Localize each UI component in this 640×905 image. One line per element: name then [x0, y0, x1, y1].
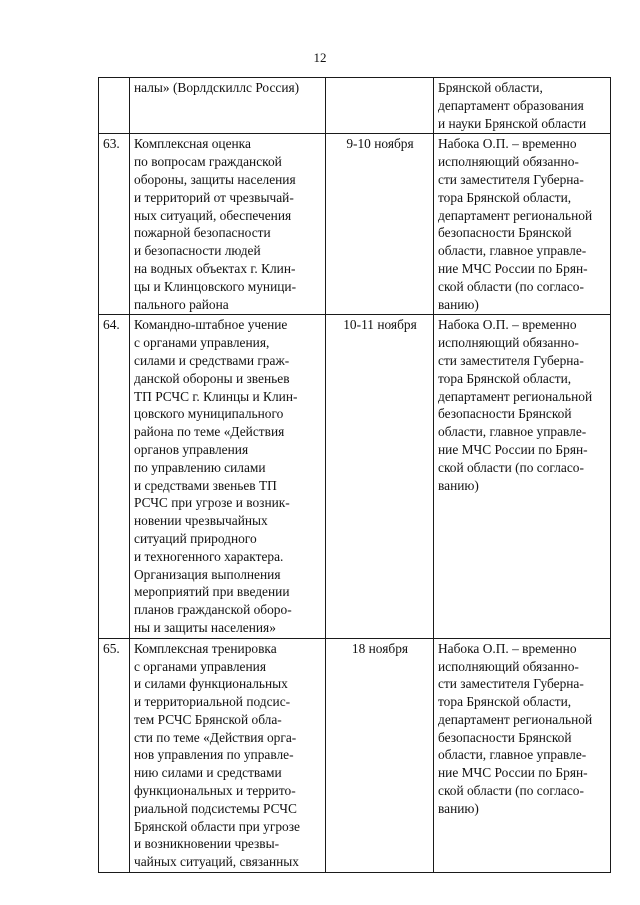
responsible-text-line: тора Брянской области, — [438, 370, 572, 386]
responsible-text-line: безопасности Брянской — [438, 729, 572, 745]
responsible-text-line: департамент региональной — [438, 388, 593, 404]
event-text-line: органов управления — [134, 441, 249, 457]
event-text-line: района по теме «Действия — [134, 424, 285, 440]
event-date: 18 ноября — [326, 638, 434, 872]
responsible-text-line: тора Брянской области, — [438, 189, 572, 205]
responsible-text-line: области, главное управле- — [438, 424, 587, 440]
responsible-text-line: Брянской области, — [438, 80, 543, 95]
event-text-line: РСЧС при угрозе и возник- — [134, 495, 290, 511]
responsible-text-line: исполняющий обязанно- — [438, 154, 579, 170]
responsible-text-line: и науки Брянской области — [438, 115, 587, 131]
event-text-line: Комплексная тренировка — [134, 640, 277, 656]
responsible-text-line: сти заместителя Губерна- — [438, 676, 584, 692]
event-date — [326, 78, 434, 134]
responsible-text-line: Набока О.П. – временно — [438, 317, 577, 333]
event-text-line: и техногенного характера. — [134, 548, 284, 564]
table-row — [99, 638, 611, 872]
responsible-text-line: департамент региональной — [438, 207, 593, 223]
event-text-line: мероприятий при введении — [134, 584, 290, 600]
responsible-text-line: ние МЧС России по Брян- — [438, 765, 588, 781]
responsible-text-line: Набока О.П. – временно — [438, 136, 577, 152]
item-number — [99, 78, 130, 134]
event-text-line: чайных ситуаций, связанных — [134, 854, 299, 870]
responsible-text-line: безопасности Брянской — [438, 225, 572, 241]
event-text-line: ны и защиты населения» — [134, 619, 276, 635]
event-text-line: цовского муниципального — [134, 406, 284, 422]
event-text-line: нию силами и средствами — [134, 765, 282, 781]
event-text-line: с органами управления, — [134, 335, 270, 351]
item-number: 64. — [99, 315, 130, 638]
event-description — [130, 638, 326, 872]
responsible-text-line: исполняющий обязанно- — [438, 335, 579, 351]
responsible-text-line: области, главное управле- — [438, 747, 587, 763]
event-text-line: ситуаций природного — [134, 530, 257, 546]
event-text-line: обороны, защиты населения — [134, 171, 296, 187]
responsible-text-line: безопасности Брянской — [438, 406, 572, 422]
responsible-parties — [434, 315, 611, 638]
event-text-line: Организация выполнения — [134, 566, 281, 582]
responsible-text-line: ванию) — [438, 800, 479, 816]
event-text-line: пального района — [134, 296, 229, 312]
item-number: 63. — [99, 134, 130, 315]
responsible-text-line: ванию) — [438, 296, 479, 312]
event-text-line: налы» (Ворлдскиллс Россия) — [134, 80, 300, 95]
event-text-line: риальной подсистемы РСЧС — [134, 800, 297, 816]
event-description — [130, 78, 326, 134]
event-text-line: и территорий от чрезвычай- — [134, 189, 294, 205]
event-text-line: пожарной безопасности — [134, 225, 271, 241]
table-row — [99, 315, 611, 638]
responsible-text-line: исполняющий обязанно- — [438, 658, 579, 674]
event-date: 9-10 ноября — [326, 134, 434, 315]
event-text-line: и силами функциональных — [134, 676, 288, 692]
item-number: 65. — [99, 638, 130, 872]
event-text-line: Командно-штабное учение — [134, 317, 288, 333]
event-text-line: Брянской области при угрозе — [134, 818, 300, 834]
event-text-line: планов гражданской оборо- — [134, 602, 292, 618]
event-text-line: данской обороны и звеньев — [134, 370, 290, 386]
event-text-line: Комплексная оценка — [134, 136, 251, 152]
responsible-text-line: ской области (по согласо- — [438, 278, 584, 294]
event-description — [130, 134, 326, 315]
responsible-text-line: области, главное управле- — [438, 243, 587, 259]
page-number: 12 — [313, 50, 327, 65]
responsible-text-line: тора Брянской области, — [438, 694, 572, 710]
event-text-line: сти по теме «Действия орга- — [134, 729, 297, 745]
table-row — [99, 78, 611, 134]
responsible-text-line: департамент образования — [438, 97, 584, 113]
responsible-text-line: ние МЧС России по Брян- — [438, 441, 588, 457]
event-text-line: на водных объектах г. Клин- — [134, 260, 296, 276]
responsible-text-line: Набока О.П. – временно — [438, 640, 577, 656]
responsible-text-line: сти заместителя Губерна- — [438, 352, 584, 368]
responsible-text-line: ванию) — [438, 477, 479, 493]
responsible-text-line: ской области (по согласо- — [438, 783, 584, 799]
responsible-text-line: ской области (по согласо- — [438, 459, 584, 475]
event-text-line: функциональных и террито- — [134, 783, 296, 799]
event-text-line: и безопасности людей — [134, 243, 261, 259]
responsible-text-line: департамент региональной — [438, 711, 593, 727]
event-text-line: по управлению силами — [134, 459, 266, 475]
responsible-parties — [434, 134, 611, 315]
responsible-parties — [434, 78, 611, 134]
event-date: 10-11 ноября — [326, 315, 434, 638]
event-text-line: новении чрезвычайных — [134, 513, 268, 529]
events-table-body — [99, 78, 611, 873]
event-text-line: и возникновении чрезвы- — [134, 836, 280, 852]
responsible-text-line: сти заместителя Губерна- — [438, 171, 584, 187]
event-text-line: ных ситуаций, обеспечения — [134, 207, 292, 223]
event-text-line: и территориальной подсис- — [134, 694, 291, 710]
event-text-line: цы и Клинцовского муници- — [134, 278, 297, 294]
event-text-line: силами и средствами граж- — [134, 352, 290, 368]
event-text-line: и средствами звеньев ТП — [134, 477, 277, 493]
events-table — [98, 77, 611, 873]
responsible-parties — [434, 638, 611, 872]
responsible-text-line: ние МЧС России по Брян- — [438, 260, 588, 276]
event-description — [130, 315, 326, 638]
event-text-line: ТП РСЧС г. Клинцы и Клин- — [134, 388, 298, 404]
event-text-line: с органами управления — [134, 658, 266, 674]
event-text-line: нов управления по управле- — [134, 747, 294, 763]
table-row — [99, 134, 611, 315]
event-text-line: по вопросам гражданской — [134, 154, 282, 170]
event-text-line: тем РСЧС Брянской обла- — [134, 711, 282, 727]
